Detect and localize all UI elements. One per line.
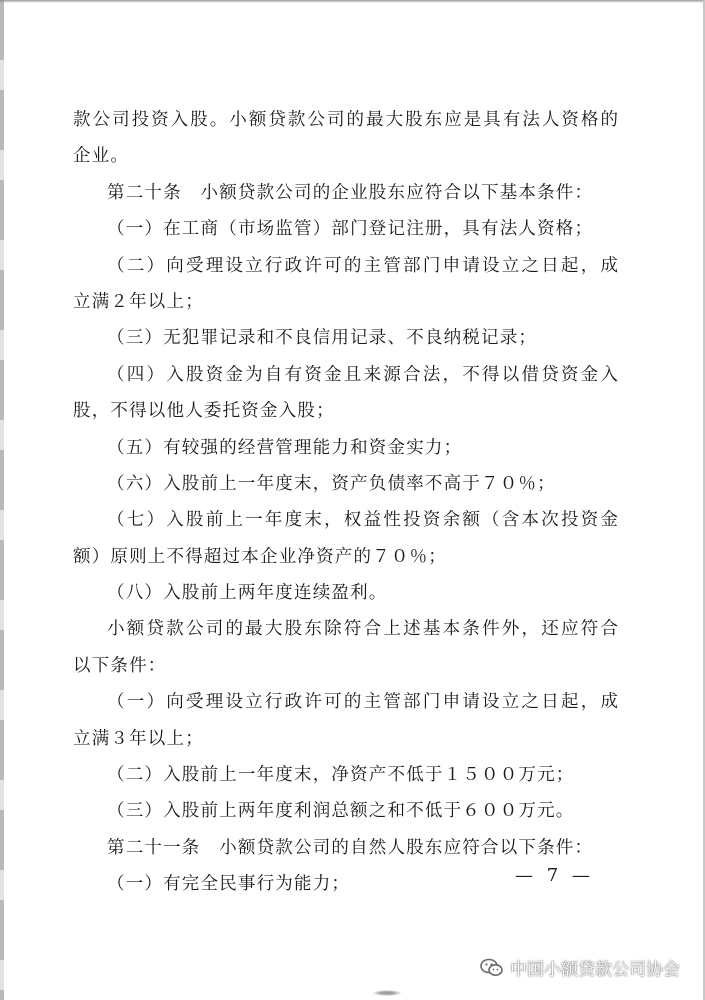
page-number: — 7 — — [515, 865, 594, 886]
paragraph-line: （二）入股前上一年度末，净资产不低于１５００万元； — [107, 765, 575, 786]
scan-smudge — [372, 990, 402, 996]
watermark-text: 中国小额贷款公司协会 — [510, 960, 680, 980]
paragraph-line: 以下条件： — [73, 655, 167, 676]
paragraph-line: （五）有较强的经营管理能力和资金实力； — [107, 437, 463, 458]
scan-edge-left — [0, 0, 4, 1000]
paragraph-line: 企业。 — [73, 146, 130, 167]
paragraph-line: （三）无犯罪记录和不良信用记录、不良纳税记录； — [107, 328, 538, 349]
paragraph-line: （一）有完全民事行为能力； — [107, 874, 351, 895]
paragraph-line: 额）原则上不得超过本企业净资产的７０％； — [73, 546, 447, 567]
paragraph-line: （三）入股前上两年度利润总额之和不低于６００万元。 — [107, 801, 575, 822]
article-heading-line: 第二十一条 小额贷款公司的自然人股东应符合以下条件： — [107, 837, 594, 858]
paragraph-line: 立满２年以上； — [73, 291, 204, 312]
watermark — [480, 955, 680, 980]
article-heading-line: 第二十条 小额贷款公司的企业股东应符合以下基本条件： — [107, 182, 594, 203]
paragraph-line: 股，不得以他人委托资金入股； — [73, 401, 335, 422]
paragraph-line: 款公司投资入股。小额贷款公司的最大股东应是具有法人资格的 — [73, 110, 618, 130]
paragraph-line: 小额贷款公司的最大股东除符合上述基本条件外，还应符合 — [107, 619, 618, 640]
document-body — [73, 102, 618, 903]
paragraph-line: （二）向受理设立行政许可的主管部门申请设立之日起，成 — [107, 255, 618, 276]
scan-edge-top — [0, 0, 705, 3]
paragraph-line: （六）入股前上一年度末，资产负债率不高于７０％； — [107, 473, 556, 494]
paragraph-line: （八）入股前上两年度连续盈利。 — [107, 583, 388, 604]
paragraph-line: （一）向受理设立行政许可的主管部门申请设立之日起，成 — [107, 692, 618, 713]
paragraph-line: （七）入股前上一年度末，权益性投资余额（含本次投资金 — [107, 510, 618, 531]
wechat-icon — [480, 958, 504, 978]
paragraph-line: 立满３年以上； — [73, 728, 204, 749]
paragraph-line: （四）入股资金为自有资金且来源合法，不得以借贷资金入 — [107, 364, 618, 385]
paragraph-line: （一）在工商（市场监管）部门登记注册，具有法人资格； — [107, 219, 594, 240]
